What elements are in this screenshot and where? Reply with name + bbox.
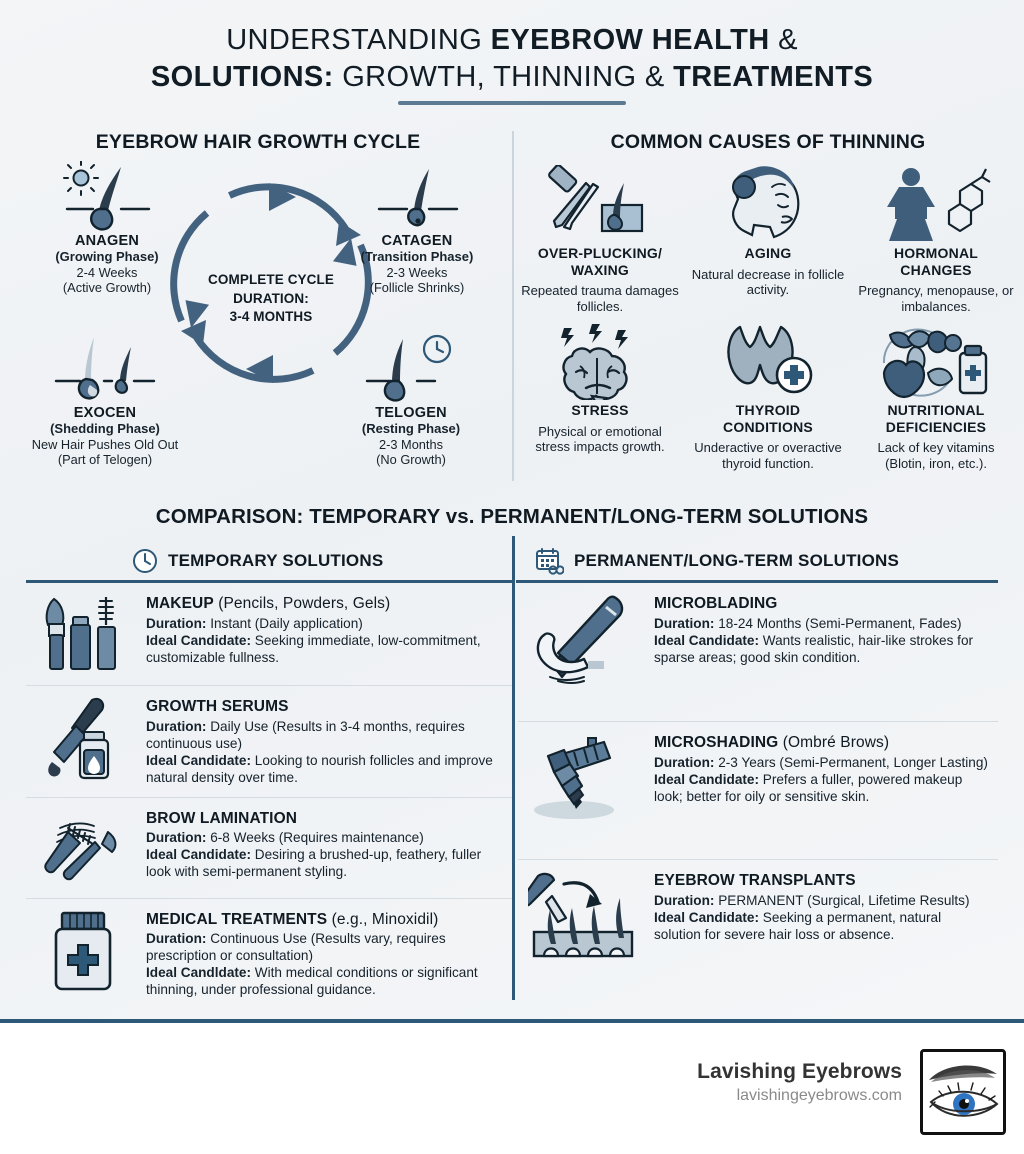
item-title (146, 810, 504, 829)
item-duration-label: Duration: (654, 892, 715, 908)
follicle-shrinking-icon (326, 161, 508, 233)
cause-over-plucking-name-1: OVER-PLUCKING/ (537, 245, 663, 261)
brand-block (697, 1060, 902, 1105)
phase-catagen-detail2: (Follicle Shrinks) (369, 279, 465, 295)
cause-over-plucking (516, 163, 684, 314)
temporary-solutions-list (26, 583, 512, 1009)
item-candidate-label: Ideal Candidate: (654, 632, 759, 648)
brand-url: lavishingeyebrows.com (736, 1087, 902, 1104)
title-divider (398, 101, 626, 105)
item-candidate (654, 910, 990, 944)
item-candidate-value: Seeking immediate, low-commitment, customizable fullness. (146, 632, 481, 665)
item-title (146, 595, 504, 614)
cycle-center-line2: DURATION: (233, 290, 309, 306)
item-title-bold: MAKEUP (146, 595, 214, 612)
permanent-solutions-header-label: PERMANENT/LONG-TERM SOLUTIONS (574, 551, 900, 570)
stressed-brain-icon (520, 320, 680, 402)
hormone-molecule-icon (856, 163, 1016, 245)
aging-face-icon (688, 163, 848, 245)
item-candidate (146, 847, 504, 881)
makeup-brush-mascara-icon (30, 593, 136, 675)
nutrition-vitamins-icon (856, 320, 1016, 402)
item-candidate (654, 633, 990, 667)
tweezers-icon (520, 163, 680, 245)
cause-stress (516, 320, 684, 471)
item-title-rest: (e.g., Minoxidil) (327, 910, 439, 928)
cause-nutritional (852, 320, 1020, 471)
item-duration-label: Duration: (654, 754, 715, 770)
phase-catagen-name: CATAGEN (381, 233, 453, 249)
title-line-2 (0, 59, 1024, 96)
medicine-bottle-icon (30, 909, 136, 993)
cause-nutritional-desc: Lack of key vitamins (Blotin, iron, etc.). (877, 440, 995, 471)
phase-telogen-detail2: (No Growth) (376, 451, 446, 467)
cause-hormonal-name-2: CHANGES (900, 261, 972, 278)
cause-over-plucking-name-2: WAXING (571, 261, 629, 278)
title-line1-plain-a: UNDERSTANDING (226, 24, 491, 56)
cause-thyroid-name-2: CONDITIONS (723, 418, 813, 435)
causes-section (516, 131, 1020, 481)
item-title-bold: MICROBLADING (654, 595, 778, 612)
item-duration (654, 893, 990, 910)
item-duration-label: Duration: (146, 615, 207, 631)
item-duration (146, 616, 504, 633)
item-candidate (654, 772, 990, 806)
phase-anagen-detail2: (Active Growth) (62, 279, 152, 295)
growth-cycle-section (8, 131, 508, 481)
temporary-solutions-header (132, 546, 383, 576)
item-title (654, 734, 990, 753)
item-duration-label: Duration: (146, 931, 207, 947)
brand-name: Lavishing Eyebrows (697, 1060, 902, 1083)
list-item-body (654, 593, 990, 667)
item-candidate (146, 753, 504, 787)
page-title (0, 22, 1024, 96)
item-title-bold: GROWTH SERUMS (146, 698, 289, 715)
item-candidate-label: Ideal Candldate: (146, 965, 251, 981)
clock-icon (132, 548, 158, 574)
item-title-bold: MICROSHADING (654, 734, 779, 751)
phase-catagen-sub: (Transition Phase) (360, 249, 474, 264)
list-item (518, 859, 998, 997)
item-title-bold: MEDICAL TREATMENTS (146, 910, 328, 928)
item-candidate-value: Desiring a brushed-up, feathery, fuller look with semi-permanent styling. (146, 847, 482, 880)
list-item-body (146, 593, 504, 667)
list-item (26, 685, 512, 797)
comparison-heading: COMPARISON: TEMPORARY vs. PERMANENT/LONG-TERM SOLUTIONS (155, 505, 869, 528)
phase-anagen-name: ANAGEN (74, 233, 140, 249)
list-item (518, 583, 998, 721)
cause-nutritional-name-1: NUTRITIONAL (887, 402, 985, 419)
item-candidate-label: Ideal Candidate: (146, 632, 251, 648)
cause-over-plucking-desc: Repeated trauma damages follicles. (521, 283, 679, 314)
item-duration (654, 755, 990, 772)
title-line1-plain-b: & (769, 24, 798, 56)
eye-brow-logo-icon (920, 1049, 1006, 1135)
follicle-shedding-icon (14, 333, 196, 405)
list-item-body (654, 732, 990, 806)
list-item-body (146, 909, 504, 1000)
item-candidate-value: Prefers a fuller, powered makeup look; better for oily or sensitive skin. (654, 771, 963, 804)
permanent-solutions-list (518, 583, 998, 997)
spoolie-brush-icon (30, 808, 136, 888)
title-line2-plain: GROWTH, THINNING & (333, 61, 674, 94)
cause-hormonal (852, 163, 1020, 314)
phase-anagen (16, 161, 198, 295)
item-title (146, 698, 504, 717)
item-duration-value: PERMANENT (Surgical, Lifetime Results) (714, 892, 970, 908)
item-candidate (146, 965, 504, 999)
phase-telogen-sub: (Resting Phase) (361, 421, 461, 436)
causes-heading: COMMON CAUSES OF THINNING (610, 131, 926, 153)
item-title (654, 595, 990, 614)
list-item (26, 583, 512, 685)
title-line-1 (0, 22, 1024, 59)
item-duration-label: Duration: (654, 615, 715, 631)
phase-catagen (326, 161, 508, 295)
hair-transplant-scalpel-icon (522, 870, 644, 960)
cause-aging (684, 163, 852, 314)
list-item (26, 797, 512, 898)
permanent-solutions-header (534, 546, 899, 576)
microblading-pen-hand-icon (522, 593, 644, 685)
cause-stress-name-1: STRESS (571, 402, 629, 419)
list-item-body (146, 696, 504, 787)
cause-thyroid (684, 320, 852, 471)
item-candidate-value: Looking to nourish follicles and improve natural density over time. (146, 752, 493, 785)
cause-aging-desc: Natural decrease in follicle activity. (691, 266, 845, 298)
title-line2-bold-a: SOLUTIONS: (150, 61, 334, 94)
comparison-vertical-divider (512, 536, 515, 1000)
cause-nutritional-name-2: DEFICIENCIES (885, 418, 987, 435)
item-title (654, 872, 990, 891)
tattoo-machine-icon (522, 732, 644, 824)
item-candidate-value: Wants realistic, hair-like strokes for sparse areas; good skin condition. (654, 632, 974, 665)
item-title-bold: BROW LAMINATION (146, 809, 298, 827)
item-duration-value: 2-3 Years (Semi-Permanent, Longer Lasting) (714, 754, 988, 770)
phase-exocen-sub: (Shedding Phase) (50, 421, 160, 436)
item-title (146, 911, 504, 930)
item-candidate (146, 633, 504, 667)
calendar-infinity-icon (534, 547, 564, 575)
phase-exocen-name: EXOCEN (73, 405, 137, 421)
temporary-solutions-header-label: TEMPORARY SOLUTIONS (168, 551, 384, 570)
cycle-center-line3: 3-4 MONTHS (229, 309, 313, 325)
title-line1-bold: EYEBROW HEALTH (490, 24, 770, 56)
item-title-bold: EYEBROW TRANSPLANTS (654, 872, 856, 889)
serum-dropper-icon (30, 696, 136, 782)
item-candidate-value: With medical conditions or significant thinning, under professional guidance. (146, 965, 478, 998)
item-candidate-value: Seeking a permanent, natural solution for severe hair loss or absence. (654, 909, 942, 942)
item-title-rest: (Ombré Brows) (778, 734, 890, 751)
item-candidate-label: Ideal Candidate: (146, 847, 251, 863)
cause-stress-desc: Physical or emotional stress impacts growth. (535, 423, 665, 455)
cause-thyroid-name-1: THYROID (735, 402, 801, 419)
item-duration (146, 830, 504, 847)
title-line2-bold-b: TREATMENTS (673, 61, 874, 94)
phase-telogen-name: TELOGEN (375, 405, 447, 421)
phase-exocen (14, 333, 196, 467)
list-item (26, 898, 512, 1010)
phase-catagen-detail1: 2-3 Weeks (386, 264, 448, 280)
top-section-vertical-divider (512, 131, 514, 481)
cycle-center-line1: COMPLETE CYCLE (208, 272, 334, 287)
item-candidate-label: Ideal Candidate: (654, 771, 759, 787)
causes-grid (516, 163, 1020, 471)
cause-hormonal-name-1: HORMONAL (893, 245, 979, 261)
cause-thyroid-desc: Underactive or overactive thyroid function. (694, 440, 842, 471)
phase-telogen-detail1: 2-3 Months (378, 436, 444, 452)
phase-anagen-sub: (Growing Phase) (55, 249, 159, 264)
item-duration (146, 719, 504, 753)
follicle-sun-icon (16, 161, 198, 233)
phase-exocen-detail1: New Hair Pushes Old Out (31, 436, 179, 452)
phase-exocen-detail2: (Part of Telogen) (57, 451, 153, 467)
item-duration-value: 18-24 Months (Semi-Permanent, Fades) (714, 615, 962, 631)
list-item-body (654, 870, 990, 944)
cause-aging-name-1: AGING (744, 245, 792, 261)
item-title-rest: (Pencils, Powders, Gels) (213, 595, 391, 612)
growth-cycle-heading: EYEBROW HAIR GROWTH CYCLE (95, 131, 421, 153)
item-duration-label: Duration: (146, 718, 207, 734)
item-candidate-label: Ideal Candidate: (146, 752, 251, 768)
item-duration (654, 616, 990, 633)
phase-telogen (320, 333, 502, 467)
item-duration-label: Duration: (146, 830, 207, 846)
item-duration-value: 6-8 Weeks (Requires maintenance) (206, 830, 424, 846)
item-duration-value: Instant (Daily application) (206, 615, 363, 631)
item-duration-value: Continuous Use (Results vary, requires prescription or consultation) (146, 931, 446, 964)
phase-anagen-detail1: 2-4 Weeks (76, 264, 138, 280)
item-duration (146, 931, 504, 965)
follicle-clock-icon (320, 333, 502, 405)
list-item-body (146, 808, 504, 882)
cause-hormonal-desc: Pregnancy, menopause, or imbalances. (858, 283, 1014, 314)
item-candidate-label: Ideal Candidate: (654, 909, 759, 925)
list-item (518, 721, 998, 859)
item-duration-value: Daily Use (Results in 3-4 months, requires continuous use) (146, 718, 465, 751)
thyroid-icon (688, 320, 848, 402)
